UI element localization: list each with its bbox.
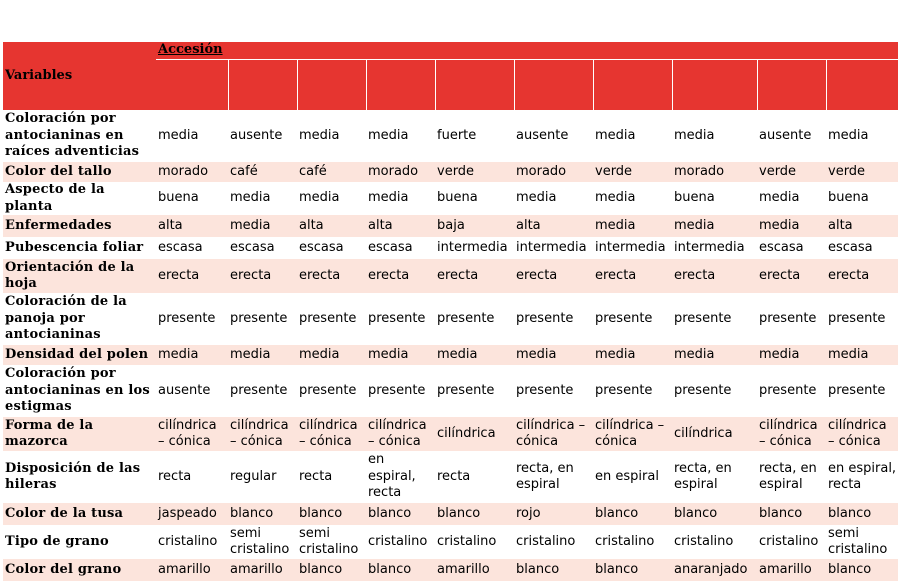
accession-column-header xyxy=(826,60,898,111)
table-cell: blanco xyxy=(366,559,435,581)
table-cell: cilíndrica – cónica xyxy=(757,417,826,451)
table-cell: cilíndrica – cónica xyxy=(826,417,898,451)
table-cell: presente xyxy=(514,365,593,417)
table-cell: media xyxy=(366,110,435,162)
table-row xyxy=(3,237,898,259)
accession-variables-table xyxy=(3,42,898,581)
table-cell: blanco xyxy=(435,503,514,525)
table-cell: media xyxy=(826,110,898,162)
variable-label: Aspecto de la planta xyxy=(3,182,156,215)
table-cell: jaspeado xyxy=(156,503,228,525)
variable-label: Coloración de la panoja por antocianinas xyxy=(3,293,156,345)
table-cell: blanco xyxy=(514,559,593,581)
table-cell: cilíndrica xyxy=(672,417,757,451)
table-cell: recta, en espiral xyxy=(514,451,593,503)
table-cell: semi cristalino xyxy=(826,525,898,559)
table-cell: amarillo xyxy=(156,559,228,581)
variable-label: Orientación de la hoja xyxy=(3,259,156,293)
table-cell: cilíndrica xyxy=(435,417,514,451)
table-cell: baja xyxy=(435,215,514,237)
table-cell: blanco xyxy=(593,559,672,581)
variable-label: Coloración por antocianinas en los estigmas xyxy=(3,365,156,417)
table-cell: cristalino xyxy=(514,525,593,559)
table-cell: semi cristalino xyxy=(228,525,297,559)
accession-column-header xyxy=(514,60,593,111)
accession-column-header xyxy=(672,60,757,111)
table-cell: media xyxy=(757,345,826,365)
table-cell: anaranjado xyxy=(672,559,757,581)
table-row xyxy=(3,417,898,451)
table-cell: buena xyxy=(156,182,228,215)
table-cell: recta xyxy=(297,451,366,503)
table-cell: regular xyxy=(228,451,297,503)
accession-column-header xyxy=(435,60,514,111)
table-cell: cristalino xyxy=(757,525,826,559)
table-cell: presente xyxy=(435,365,514,417)
table-cell: alta xyxy=(514,215,593,237)
variable-label: Color de la tusa xyxy=(3,503,156,525)
table-cell: presente xyxy=(757,365,826,417)
table-cell: ausente xyxy=(228,110,297,162)
accession-column-header xyxy=(757,60,826,111)
table-cell: cristalino xyxy=(435,525,514,559)
table-row xyxy=(3,259,898,293)
table-cell: verde xyxy=(435,162,514,182)
table-cell: presente xyxy=(593,365,672,417)
table-cell: cilíndrica – cónica xyxy=(514,417,593,451)
table-cell: en espiral, recta xyxy=(826,451,898,503)
variable-label: Tipo de grano xyxy=(3,525,156,559)
table-cell: presente xyxy=(297,365,366,417)
table-cell: blanco xyxy=(593,503,672,525)
table-cell: presente xyxy=(228,365,297,417)
table-cell: presente xyxy=(156,293,228,345)
variable-label: Densidad del polen xyxy=(3,345,156,365)
variable-label: Color del grano xyxy=(3,559,156,581)
table-cell: cilíndrica – cónica xyxy=(156,417,228,451)
table-cell: presente xyxy=(366,365,435,417)
table-cell: media xyxy=(514,182,593,215)
table-cell: en espiral xyxy=(593,451,672,503)
table-cell: media xyxy=(672,345,757,365)
table-cell: media xyxy=(366,345,435,365)
accession-column-header xyxy=(593,60,672,111)
table-cell: semi cristalino xyxy=(297,525,366,559)
table-row xyxy=(3,162,898,182)
table-cell: media xyxy=(297,110,366,162)
table-row xyxy=(3,182,898,215)
table-cell: erecta xyxy=(297,259,366,293)
table-cell: presente xyxy=(826,365,898,417)
table-cell: presente xyxy=(757,293,826,345)
table-cell: media xyxy=(297,345,366,365)
table-cell: erecta xyxy=(514,259,593,293)
table-cell: presente xyxy=(672,293,757,345)
table-cell: cilíndrica – cónica xyxy=(366,417,435,451)
table-cell: media xyxy=(593,182,672,215)
table-cell: cilíndrica – cónica xyxy=(228,417,297,451)
table-cell: erecta xyxy=(435,259,514,293)
table-cell: buena xyxy=(435,182,514,215)
table-cell: morado xyxy=(156,162,228,182)
table-cell: blanco xyxy=(366,503,435,525)
table-cell: media xyxy=(514,345,593,365)
table-cell: cilíndrica – cónica xyxy=(297,417,366,451)
table-cell: intermedia xyxy=(593,237,672,259)
table-row xyxy=(3,525,898,559)
table-cell: media xyxy=(593,345,672,365)
table-cell: amarillo xyxy=(228,559,297,581)
table-cell: media xyxy=(672,215,757,237)
table-cell: café xyxy=(228,162,297,182)
table-row xyxy=(3,293,898,345)
table-cell: erecta xyxy=(156,259,228,293)
table-cell: cilíndrica – cónica xyxy=(593,417,672,451)
table-cell: erecta xyxy=(593,259,672,293)
variable-label: Forma de la mazorca xyxy=(3,417,156,451)
table-cell: media xyxy=(228,182,297,215)
table-cell: alta xyxy=(297,215,366,237)
table-cell: erecta xyxy=(757,259,826,293)
table-cell: recta xyxy=(435,451,514,503)
table-row xyxy=(3,365,898,417)
table-cell: café xyxy=(297,162,366,182)
table-cell: media xyxy=(366,182,435,215)
table-cell: escasa xyxy=(228,237,297,259)
table-cell: morado xyxy=(514,162,593,182)
table-cell: presente xyxy=(672,365,757,417)
table-cell: erecta xyxy=(228,259,297,293)
table-cell: fuerte xyxy=(435,110,514,162)
variable-label: Pubescencia foliar xyxy=(3,237,156,259)
table-cell: blanco xyxy=(826,503,898,525)
table-cell: recta xyxy=(156,451,228,503)
table-cell: rojo xyxy=(514,503,593,525)
table-cell: blanco xyxy=(297,503,366,525)
table-cell: blanco xyxy=(297,559,366,581)
table-cell: media xyxy=(228,215,297,237)
table-cell: media xyxy=(228,345,297,365)
table-cell: media xyxy=(297,182,366,215)
table-cell: cristalino xyxy=(156,525,228,559)
table-cell: media xyxy=(757,182,826,215)
table-cell: media xyxy=(672,110,757,162)
table-cell: cristalino xyxy=(366,525,435,559)
table-cell: escasa xyxy=(757,237,826,259)
table-cell: blanco xyxy=(757,503,826,525)
table-cell: alta xyxy=(366,215,435,237)
table-cell: media xyxy=(593,110,672,162)
table-cell: erecta xyxy=(826,259,898,293)
table-cell: recta, en espiral xyxy=(672,451,757,503)
table-cell: media xyxy=(156,345,228,365)
variable-label: Color del tallo xyxy=(3,162,156,182)
table-cell: amarillo xyxy=(757,559,826,581)
table-cell: verde xyxy=(826,162,898,182)
table-cell: presente xyxy=(435,293,514,345)
table-cell: buena xyxy=(672,182,757,215)
table-cell: escasa xyxy=(826,237,898,259)
accession-column-header xyxy=(297,60,366,111)
table-cell: blanco xyxy=(672,503,757,525)
table-cell: ausente xyxy=(156,365,228,417)
table-cell: cristalino xyxy=(672,525,757,559)
accession-column-header xyxy=(366,60,435,111)
table-cell: intermedia xyxy=(672,237,757,259)
table-cell: morado xyxy=(672,162,757,182)
table-cell: presente xyxy=(228,293,297,345)
table-cell: morado xyxy=(366,162,435,182)
accession-column-header xyxy=(228,60,297,111)
table-cell: presente xyxy=(514,293,593,345)
table-cell: verde xyxy=(593,162,672,182)
table-cell: intermedia xyxy=(514,237,593,259)
table-cell: blanco xyxy=(228,503,297,525)
table-row xyxy=(3,559,898,581)
table-cell: presente xyxy=(826,293,898,345)
table-cell: media xyxy=(156,110,228,162)
table-row xyxy=(3,503,898,525)
table-cell: presente xyxy=(366,293,435,345)
table-cell: escasa xyxy=(156,237,228,259)
table-cell: escasa xyxy=(366,237,435,259)
table-cell: erecta xyxy=(672,259,757,293)
table-cell: ausente xyxy=(514,110,593,162)
table-cell: blanco xyxy=(826,559,898,581)
table-cell: presente xyxy=(593,293,672,345)
variable-label: Enfermedades xyxy=(3,215,156,237)
table-cell: verde xyxy=(757,162,826,182)
accession-column-header xyxy=(156,60,228,111)
table-cell: media xyxy=(757,215,826,237)
table-cell: amarillo xyxy=(435,559,514,581)
table-cell: alta xyxy=(826,215,898,237)
table-cell: media xyxy=(435,345,514,365)
variable-label: Coloración por antocianinas en raíces adventicias xyxy=(3,110,156,162)
table-row xyxy=(3,451,898,503)
table-row xyxy=(3,215,898,237)
variables-header: Variables xyxy=(3,42,156,110)
table-cell: recta, en espiral xyxy=(757,451,826,503)
accession-header: Accesión xyxy=(156,42,898,60)
table-row xyxy=(3,110,898,162)
table-cell: buena xyxy=(826,182,898,215)
table-cell: media xyxy=(826,345,898,365)
variable-label: Disposición de las hileras xyxy=(3,451,156,503)
table-cell: cristalino xyxy=(593,525,672,559)
table-row xyxy=(3,345,898,365)
table-cell: media xyxy=(593,215,672,237)
table-cell: alta xyxy=(156,215,228,237)
table-cell: intermedia xyxy=(435,237,514,259)
table-cell: en espiral, recta xyxy=(366,451,435,503)
table-cell: escasa xyxy=(297,237,366,259)
table-cell: erecta xyxy=(366,259,435,293)
table-cell: ausente xyxy=(757,110,826,162)
table-cell: presente xyxy=(297,293,366,345)
